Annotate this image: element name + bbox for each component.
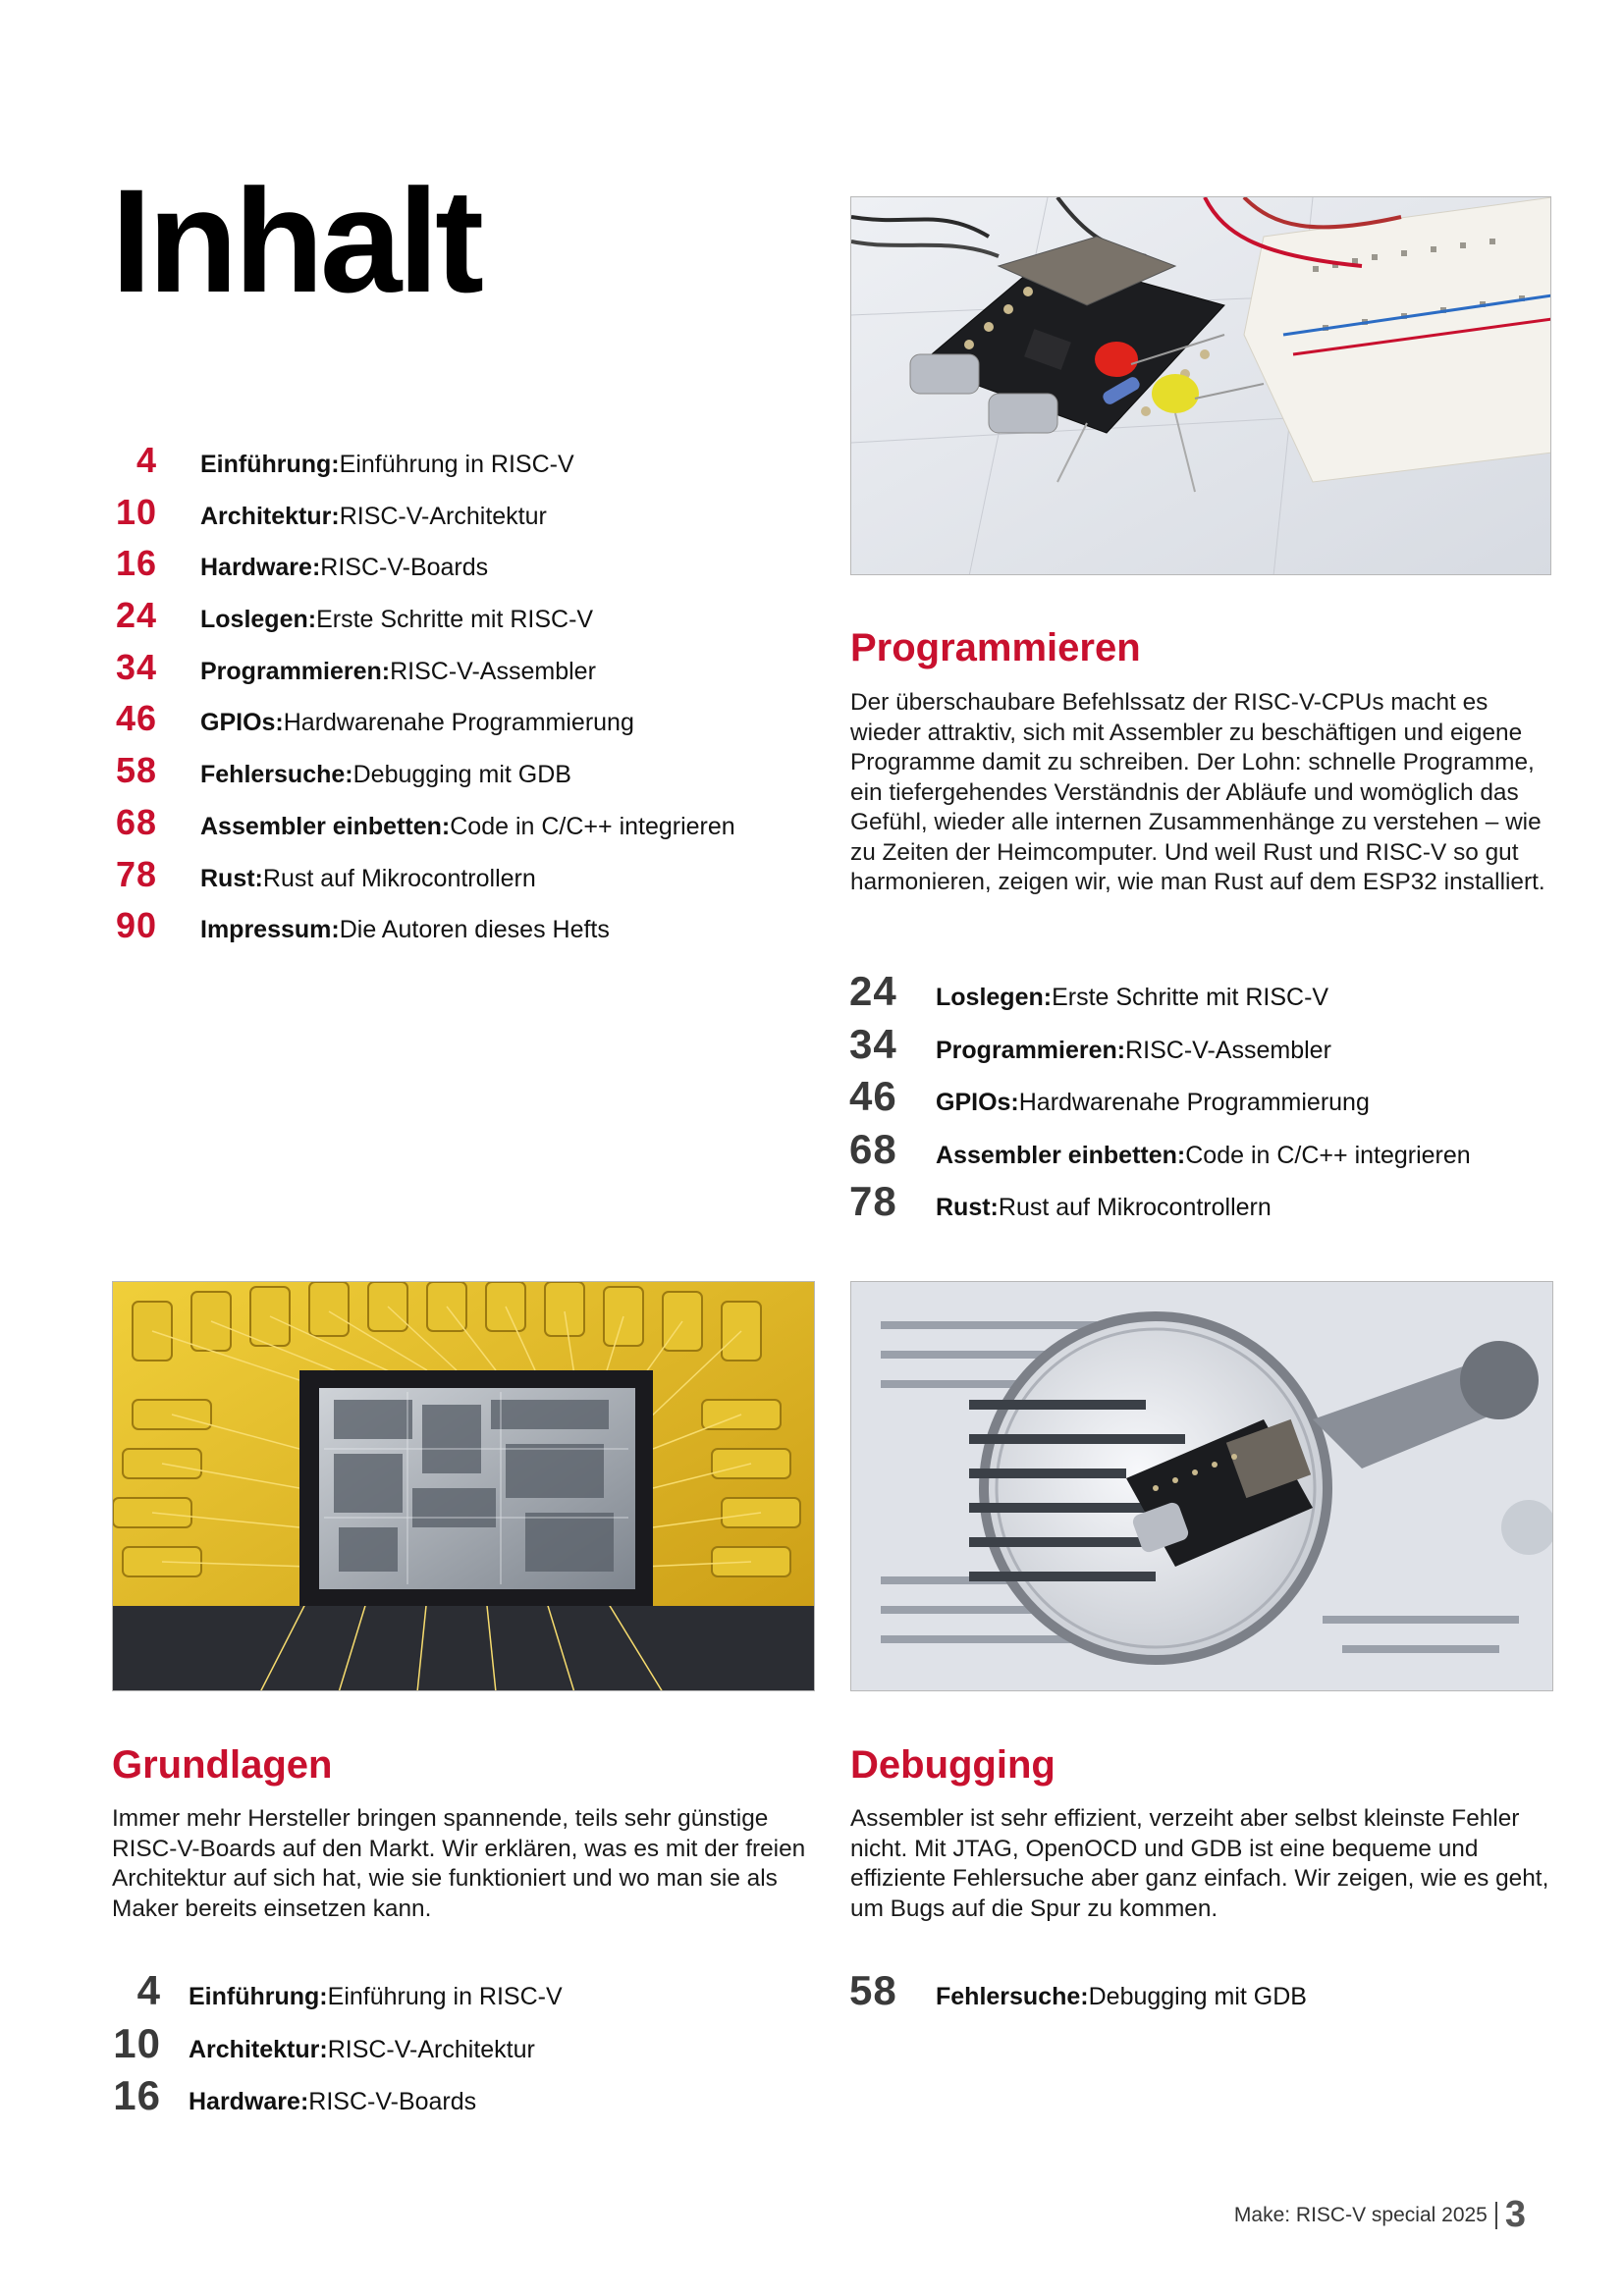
toc-description: RISC-V-Boards: [308, 2088, 477, 2115]
toc-entry[interactable]: [110, 750, 735, 802]
footer-publication: Make: RISC-V special 2025: [1233, 2203, 1488, 2226]
section-title-grundlagen: Grundlagen: [112, 1743, 333, 1787]
toc-debugging: [849, 1967, 1307, 2019]
photo-chip-die: [112, 1281, 815, 1691]
toc-category: Rust:: [936, 1194, 999, 1221]
toc-page-number: 78: [115, 853, 157, 894]
toc-page-number: 10: [115, 491, 157, 532]
toc-category: Impressum:: [200, 916, 340, 944]
toc-entry[interactable]: [110, 492, 735, 544]
toc-main: [110, 440, 735, 957]
toc-category: Loslegen:: [936, 984, 1053, 1011]
footer-divider: [1495, 2202, 1497, 2229]
toc-page-number: 68: [849, 1125, 897, 1172]
toc-category: Fehlersuche:: [936, 1983, 1089, 2010]
toc-description: RISC-V-Boards: [320, 554, 489, 582]
toc-page-number: 68: [115, 801, 157, 842]
section-text-debugging: Assembler ist sehr effizient, verzeiht aber selbst kleinste Fehler nicht. Mit JTAG, OpenOCD und GDB ist eine bequeme und effiziente Fehlersuche aber ganz einfach. Wir zeigen, wie es geht, um Bugs auf die Spur zu kommen.: [850, 1805, 1549, 1922]
toc-entry[interactable]: [849, 1126, 1471, 1179]
toc-description: RISC-V-Architektur: [339, 502, 547, 530]
toc-description: Einführung in RISC-V: [339, 451, 574, 478]
section-text-programmieren: Der überschaubare Befehlssatz der RISC-V-CPUs macht es wieder attraktiv, sich mit Assembler zu beschäftigen und eigene Programme damit zu schreiben. Der Lohn: schnelle Programme, ein tiefergehendes Verständnis der Abläufe und womöglich das Gefühl, wieder alle internen Zusammenhänge zu verstehen – wie zu Zeiten der Heimcomputer. Und weil Rust und RISC-V so gut harmonieren, zeigen wir, wie man Rust auf dem ESP32 installiert.: [850, 689, 1545, 895]
toc-entry[interactable]: [110, 2072, 563, 2125]
toc-category: Hardware:: [189, 2088, 309, 2115]
page-title: Inhalt: [111, 158, 480, 323]
toc-category: GPIOs:: [200, 709, 284, 737]
toc-category: Programmieren:: [936, 1036, 1126, 1064]
toc-description: Rust auf Mikrocontrollern: [998, 1194, 1272, 1221]
toc-page-number: 24: [849, 968, 897, 1014]
toc-description: Rust auf Mikrocontrollern: [262, 864, 536, 892]
toc-category: Assembler einbetten:: [936, 1141, 1186, 1169]
chip-die-illustration: [113, 1282, 815, 1691]
toc-page-number: 46: [849, 1073, 897, 1119]
toc-category: Architektur:: [189, 2035, 328, 2063]
toc-description: Hardwarenahe Programmierung: [283, 709, 634, 737]
toc-category: Hardware:: [200, 554, 321, 582]
toc-description: Erste Schritte mit RISC-V: [1052, 984, 1329, 1011]
toc-description: RISC-V-Architektur: [327, 2035, 535, 2063]
toc-entry[interactable]: [110, 1967, 563, 2020]
photo-magnifier-code: [850, 1281, 1553, 1691]
toc-page-number: 90: [115, 905, 157, 946]
toc-description: Hardwarenahe Programmierung: [1018, 1089, 1370, 1116]
toc-entry[interactable]: [849, 1967, 1307, 2019]
toc-category: Rust:: [200, 864, 263, 892]
toc-category: Einführung:: [189, 1983, 328, 2010]
toc-entry[interactable]: [849, 968, 1471, 1021]
toc-category: Assembler einbetten:: [200, 812, 451, 840]
toc-category: Einführung:: [200, 451, 340, 478]
toc-entry[interactable]: [110, 802, 735, 854]
section-title-debugging: Debugging: [850, 1743, 1056, 1787]
toc-entry[interactable]: [110, 698, 735, 750]
toc-entry[interactable]: [110, 2020, 563, 2073]
toc-description: Debugging mit GDB: [1088, 1983, 1307, 2010]
toc-page-number: 16: [115, 543, 157, 584]
toc-category: GPIOs:: [936, 1089, 1019, 1116]
toc-page-number: 34: [115, 646, 157, 687]
toc-description: Die Autoren dieses Hefts: [339, 916, 610, 944]
section-text-grundlagen: Immer mehr Hersteller bringen spannende, teils sehr günstige RISC-V-Boards auf den Markt. Wir erklären, was es mit der freien Architektur auf sich hat, wie sie funktioniert und wo man sie als Maker bereits einsetzen kann.: [112, 1805, 806, 1922]
toc-page-number: 78: [849, 1178, 897, 1224]
esp32-board-illustration: [851, 197, 1551, 575]
toc-description: Debugging mit GDB: [352, 761, 571, 789]
toc-page-number: 10: [113, 2019, 161, 2066]
toc-page-number: 34: [849, 1020, 897, 1067]
toc-page-number: 16: [113, 2072, 161, 2118]
toc-entry[interactable]: [110, 854, 735, 906]
photo-esp32-board: [850, 196, 1551, 575]
toc-category: Architektur:: [200, 502, 340, 530]
section-title-programmieren: Programmieren: [850, 626, 1141, 669]
toc-page-number: 4: [136, 1967, 161, 2013]
toc-grundlagen: [110, 1967, 563, 2125]
footer-page-number: 3: [1504, 2194, 1526, 2235]
toc-page-number: 4: [135, 440, 157, 480]
toc-entry[interactable]: [110, 543, 735, 595]
toc-category: Programmieren:: [200, 657, 391, 685]
toc-description: Code in C/C++ integrieren: [450, 812, 735, 840]
toc-entry[interactable]: [849, 1021, 1471, 1074]
toc-page-number: 58: [849, 1967, 897, 2013]
toc-entry[interactable]: [110, 440, 735, 492]
toc-description: RISC-V-Assembler: [390, 657, 596, 685]
toc-entry[interactable]: [110, 647, 735, 699]
toc-entry[interactable]: [849, 1178, 1471, 1231]
toc-category: Loslegen:: [200, 606, 317, 634]
toc-category: Fehlersuche:: [200, 761, 353, 789]
toc-entry[interactable]: [110, 905, 735, 957]
toc-description: Code in C/C++ integrieren: [1185, 1141, 1471, 1169]
toc-page-number: 58: [115, 750, 157, 791]
magnifier-code-illustration: [851, 1282, 1553, 1691]
toc-description: Erste Schritte mit RISC-V: [316, 606, 594, 634]
page-footer: [1234, 2194, 1526, 2236]
toc-entry[interactable]: [849, 1073, 1471, 1126]
toc-page-number: 24: [115, 595, 157, 636]
toc-programmieren: [849, 968, 1471, 1231]
toc-page-number: 46: [115, 698, 157, 739]
toc-description: RISC-V-Assembler: [1125, 1036, 1331, 1064]
toc-entry[interactable]: [110, 595, 735, 647]
toc-description: Einführung in RISC-V: [327, 1983, 563, 2010]
